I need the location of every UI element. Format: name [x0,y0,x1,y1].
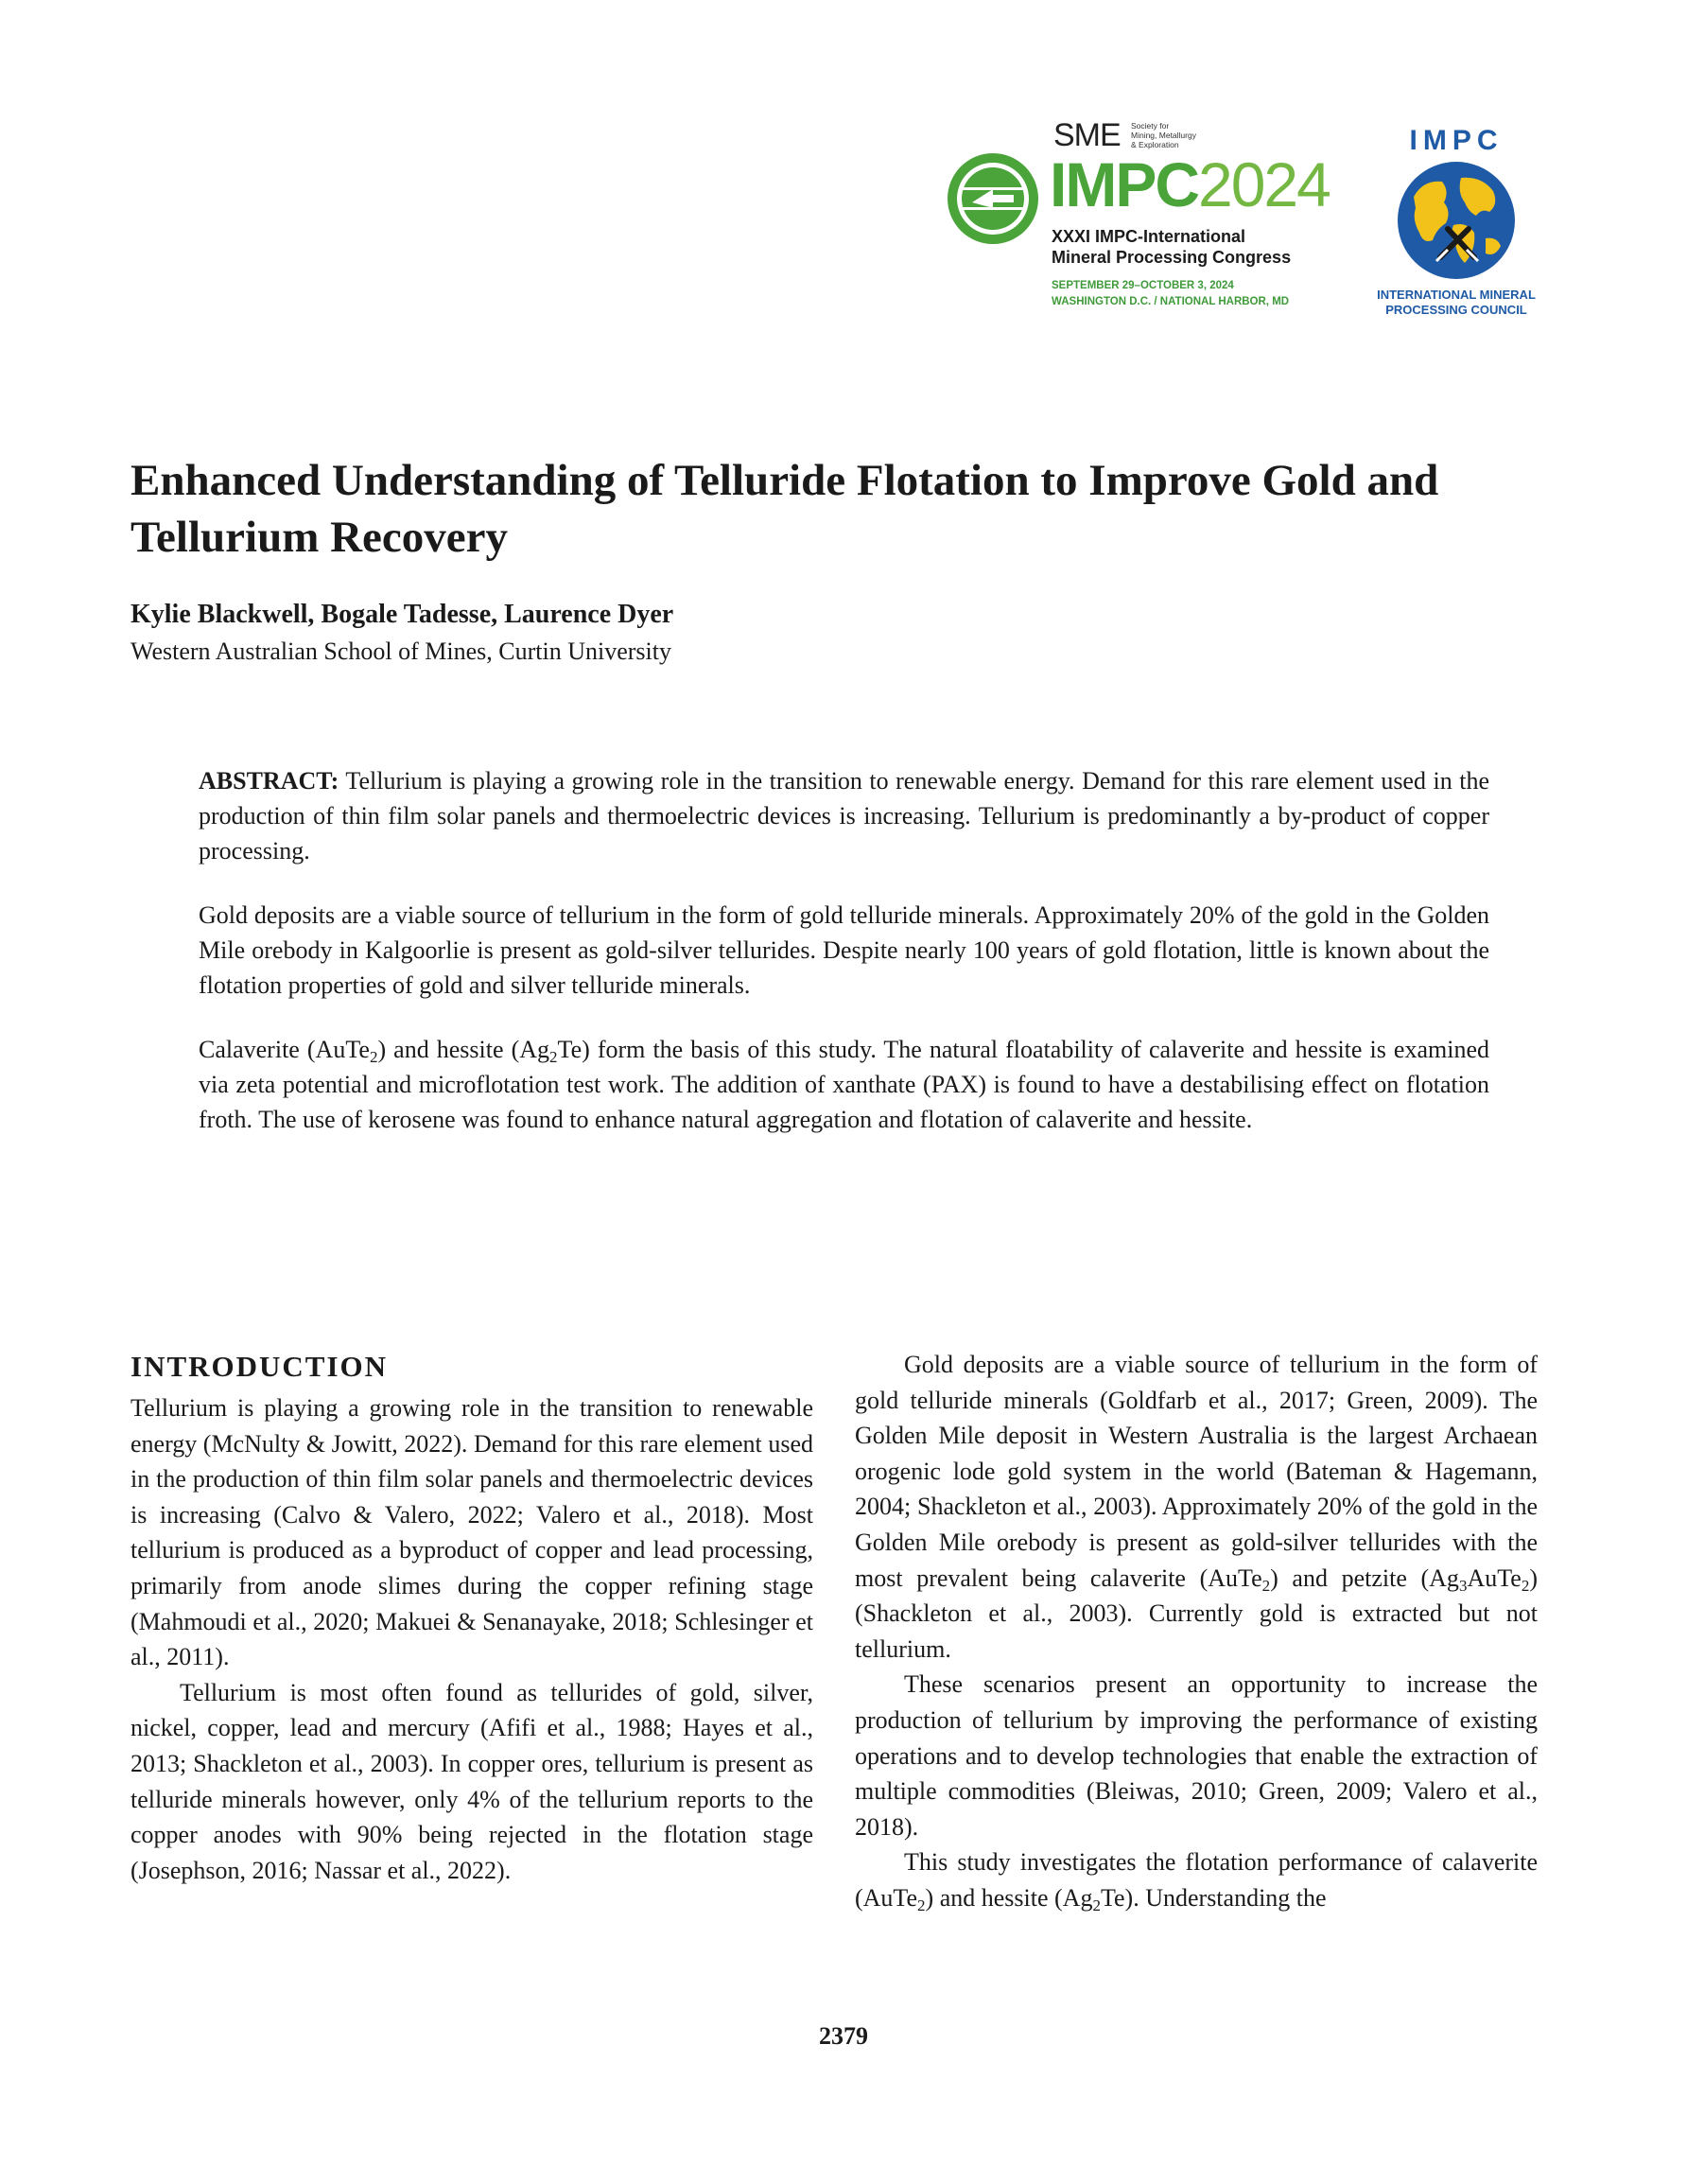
event-dates: SEPTEMBER 29–OCTOBER 3, 2024 [1052,280,1234,291]
abstract-p3-text-c: Te) form the basis of this study. The natural floatability of calaverite and hessite is examined via zeta potential and microflotation test work. The addition of xanthate (PAX) is found to have a destabilising effect on flotation froth. The use of kerosene was found to enhance natural aggregation and flotation of calaverite and hessite. [199,1036,1489,1133]
event-location: WASHINGTON D.C. / NATIONAL HARBOR, MD [1052,296,1290,307]
congress-line-2: Mineral Processing Congress [1052,248,1292,267]
impc-emblem-icon [946,151,1040,246]
subscript: 2 [369,1048,378,1066]
sme-society-text: Society for Mining, Metallurgy & Exploration [1131,121,1196,149]
abstract-p3-text-a: Calaverite (AuTe [199,1036,370,1063]
impc-word: IMPC [1050,149,1198,219]
council-name-line-1: INTERNATIONAL MINERAL [1377,288,1536,302]
subscript: 2 [917,1896,926,1914]
council-wordmark: IMPC [1409,125,1504,156]
intro-p3-text-b: ) and petzite (Ag [1270,1564,1459,1592]
subscript: 2 [1261,1576,1271,1595]
abstract-p1-text: Tellurium is playing a growing role in the transition to renewable energy. Demand for this rare element used in the production of thin film solar panels and thermoelectric devices is increasing. Tellurium is predominantly a by-product of copper processing. [199,767,1490,865]
intro-p3-text-c: AuTe [1467,1564,1522,1592]
subscript: 3 [1458,1576,1468,1595]
intro-paragraph-2: Tellurium is most often found as tellurides of gold, silver, nickel, copper, lead and mercury (Afifi et al., 1988; Hayes et al., 2013; Shackleton et al., 2003). In copper ores, tellurium is present as telluride minerals however, only 4% of the tellurium reports to the copper anodes with 90% being rejected in the flotation stage (Josephson, 2016; Nassar et al., 2022). [130,1678,813,1884]
intro-paragraph-3 [855,1347,1538,1667]
intro-p5-text-b: ) and hessite (Ag [925,1883,1093,1912]
congress-line-1: XXXI IMPC-International [1052,227,1246,246]
impc2024-wordmark [1050,149,1330,219]
author-affiliation: Western Australian School of Mines, Curtin University [130,638,671,665]
intro-paragraph-4: These scenarios present an opportunity to increase the production of tellurium by improving the performance of existing operations and to develop technologies that enable the extraction of multiple commodities (Bleiwas, 2010; Green, 2009; Valero et al., 2018). [855,1670,1538,1841]
introduction-heading: INTRODUCTION [130,1350,389,1383]
intro-p5-text-c: Te). Understanding the [1100,1883,1327,1912]
right-column [855,1347,1538,1916]
intro-paragraph-5 [855,1844,1538,1915]
abstract-paragraph-1 [199,763,1489,868]
subscript: 2 [1521,1576,1530,1595]
page-number: 2379 [819,2022,868,2050]
impc2024-logo [946,112,1333,331]
abstract-paragraph-3 [199,1032,1489,1137]
globe-icon [1395,159,1518,282]
abstract [199,763,1489,1166]
abstract-heading: ABSTRACT: [199,767,339,795]
council-name-line-2: PROCESSING COUNCIL [1385,303,1527,317]
abstract-paragraph-2: Gold deposits are a viable source of tellurium in the form of gold telluride minerals. Approximately 20% of the gold in the Golden Mile orebody in Kalgoorlie is present as gold-silver tellurides. Despite nearly 100 years of gold flotation, little is known about the flotation properties of gold and silver telluride minerals. [199,901,1489,999]
intro-p3-text-a: Gold deposits are a viable source of tellurium in the form of gold telluride minerals (Goldfarb et al., 2017; Green, 2009). The Golden Mile deposit in Western Australia is the largest Archaean orogenic lode gold system in the world (Bateman & Hagemann, 2004; Shackleton et al., 2003). Approximately 20% of the gold in the Golden Mile orebody is present as gold-silver tellurides with the most prevalent being calaverite (AuTe [855,1351,1538,1592]
impc-council-logo [1357,119,1556,318]
subscript: 2 [549,1048,558,1066]
subscript: 2 [1092,1896,1101,1914]
intro-p5-text-a: This study investigates the flotation performance of calaverite (AuTe [855,1848,1538,1912]
abstract-p3-text-b: ) and hessite (Ag [377,1036,550,1063]
impc-year: 2024 [1198,149,1330,219]
paper-title: Enhanced Understanding of Telluride Flotation to Improve Gold and Tellurium Recovery [130,456,1439,562]
intro-paragraph-1: Tellurium is playing a growing role in the transition to renewable energy (McNulty & Jowitt, 2022). Demand for this rare element used in the production of thin film solar panels and thermoelectric devices is increasing (Calvo & Valero, 2022; Valero et al., 2018). Most tellurium is produced as a byproduct of copper and lead processing, primarily from anode slimes during the copper refining stage (Mahmoudi et al., 2020; Makuei & Senanayake, 2018; Schlesinger et al., 2011). [130,1394,813,1671]
author-list: Kylie Blackwell, Bogale Tadesse, Laurence Dyer [130,600,674,629]
sme-wordmark: SME [1053,117,1121,153]
left-column [130,1347,813,1888]
intro-p3-text-d: ) (Shackleton et al., 2003). Currently gold is extracted but not tellurium. [855,1564,1538,1663]
